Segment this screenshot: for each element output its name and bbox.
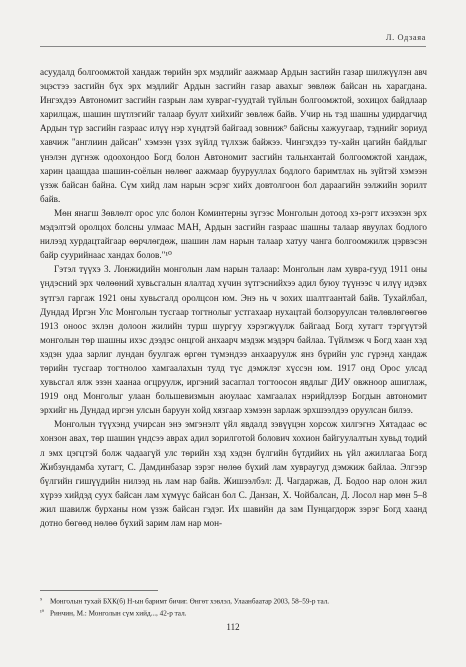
page-number: 112 xyxy=(226,622,240,632)
footnote-number: ⁹ xyxy=(40,598,43,604)
paragraph-2: Мөн янагш Зөвлөлт орос улс болон Коминтерны зүгээс Монголын дотоод хэ-рэгт ихээхэн эрх мэдэлтэй оролцох болсны улмаас МАН, Ардын засгийн газраас шашны талаар явуулах бодлого нилээд хурдацтайгаар өөрчлөгдөж, шашин лам нарын талаар хатуу чанга болгоомжилж цэрвэсэн байр суурийнаас хандах болов."¹⁰ xyxy=(40,207,427,261)
running-title: Л. Одзаяа xyxy=(385,33,426,42)
footnote-rule xyxy=(40,590,158,591)
footnote-10 xyxy=(40,608,427,619)
footnote-9 xyxy=(40,596,427,607)
paragraph-3: Гэтэл түүхэ 3. Лонжидийн монголын лам нарын талаар: Монголын лам хувра-гууд 1911 оны үндэсний эрх чөлөөний хувьсгалын ялалтад хүчин зүтгэснийхээ адил буюу түүнээс ч илүү идэвх зүтгэл гаргаж 1921 оны хувьсгалд оролцсон юм. Энэ нь ч зохих шалтгаантай байв. Тухайлбал, Дундад Иргэн Улс Монголын тусгаар тогтнолыг устгахаар нухацтай болзоруулсан төлөвлөгөөгөө 1913 оноос эхлэн долоон жилийн турш шургуу хэрэгжүүлж байгаад Богд хутагт тэргүүтэй монголын төр шашны ихэс дээдэс онцгой анхаарч мэдэж мэдэрч байлаа. Түйлмэж ч Богд хаан хэд хэдэн удаа зарлиг лундан буулгаж өргөн түмэндээ анхааруулж янз бүрийн улс гүрэнд хандаж төрийн тусгаар тогтнолоо хамгаалахын тулд түс дэмжлэг хүссэн юм. 1917 онд Орос улсад хувьсгал ялж эзэн хаанаа огцруулж, иргэний засаглал тогтоосон явдлыг ДИУ овжноор ашиглаж, 1919 онд Монголыг улаан большевизмын аюулаас хамгаалах нэрийдлээр Богдын автономит эрхийг нь Дундад иргэн улсын баруун хойд хязгаар хэмээн зарлаж эрхшээлдээ оруулсан билээ. xyxy=(40,264,427,416)
paragraph-4: Монголын түүхэнд учирсан энэ эмгэнэлт үйл явдалд зэвүүцэн хорсож хилгэгнэ Хятадаас өс хонзон авах, төр шашин үндсээ аврах адил зорилготой болович хохион байгуулалтын хувьд тодий л эмх цэгцтэй болж чадаагүй улс төрийн хэд хэдэн бүлгийн бүтдийих нь үйл ажиллагаа Богд Жибзундамба хутагт, С. Дамдинбазар зэрэг нөлөө бүхий лам хувраугуд дэмжиж байлаа. Элгээр бүлгийн гишүүдийн нилээд нь лам нар байв. Жишээлбэл: Д. Чагдаржав, Д. Бодоо нар олон жил хүрээ хийдэд суух байсан лам хүмүүс байсан бол С. Данзан, Х. Чойбалсан, Д. Лосол нар мөн 5–8 жил шавилж бурханы ном үзэж байсан гэдэг. Их шавийн да зам Пунцагдорж зэрэг Богд хаанд дотно бөгөөд нөлөө бүхий зарим лам нар мон- xyxy=(40,419,427,528)
footnote-text: Ринчин, М.: Монголын сүм хийд..., 42-р тал. xyxy=(50,609,187,617)
paragraph-1: асуудалд болгоомжтой хандаж төрийн эрх мэдлийг аажмаар Ардын засгийн газар шилжүүлэн авч эцэстээ засгийн бүх эрх мэдлийг Ардын засгийн газар авахыг зөвлөж байсан нь харагдана. Ингэхдээ Автономит засгийн газрын лам хувраг-гуудтай түйлын болгоомжтой, зохицох байдлаар харилцаж, шашин шүтлэгийг талаар буулт хийхийг зөвлөж байв. Учир нь тэд шашны удирдагчид Ардын түр засгийн газраас илүү нэр хүндтэй байгаад зовниж⁹ байсны хажуугаар, тэднийг зориуд хавчиж "англиин дайсан" хэмээн үзэх зүйлд түлхэж байжээ. Чингэхдээ ту-хайн цагийн байдлыг үнэлэн дүгнэж одоохондоо Богд болон Автономит засгийн тальнхантай болгоомжтой хандаж, харин цаашдаа шашин-соёлын нөлөөг аажмаар буурууллах бодлого баримтлах нь зүйтэй хэмээн үзэж байсан байна. Сүм хийд лам нарын эсрэг хийх довтолгоон бол дараагийн ээлжийн зорилт байв. xyxy=(40,67,427,204)
footnotes xyxy=(40,590,427,619)
running-header xyxy=(40,34,426,47)
body-text xyxy=(40,65,427,530)
footnote-number: ¹⁰ xyxy=(40,609,45,616)
footnote-text: Монголын тухай БХК(б) Н-ын баримт бичиг. Өнгөт хэвлэл, Улаанбаатар 2003, 58–59-р тал. xyxy=(50,597,330,606)
